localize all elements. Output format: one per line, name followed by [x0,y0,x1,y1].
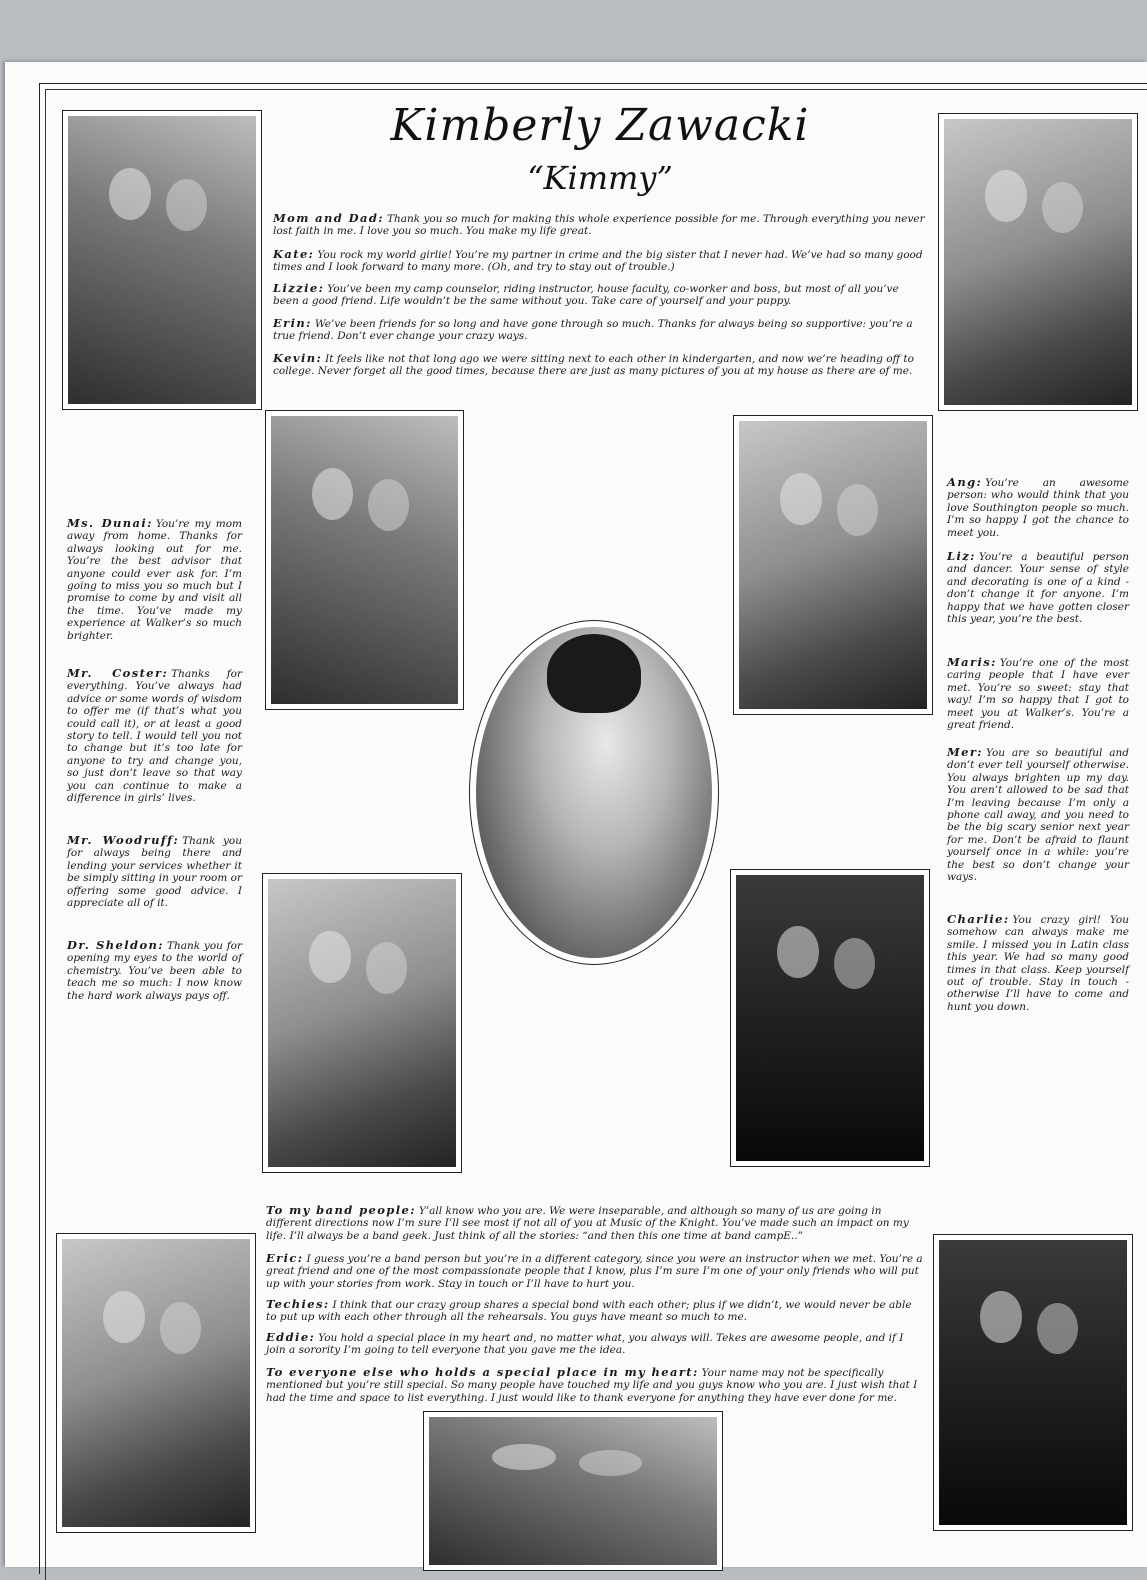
message-charlie: Charlie: You crazy girl! You somehow can always make me smile. I missed you in Latin class this year. We had so many good times in that class. Keep yourself out of trouble. Stay in touch - otherwise I’ll have to come and hunt you down. [947,912,1129,1013]
message-kate: Kate: You rock my world girlie! You’re my partner in crime and the big sister that I never had. We’ve had so many good times and I look forward to many more. (Oh, and try to stay out of trouble.) [273,247,923,274]
message-liz: Liz: You’re a beautiful person and dancer. Your sense of style and decorating is one of a kind - don’t change it for anyone. I’m happy that we have gotten closer this year, you’re the best. [947,549,1129,626]
message-everyone-else: To everyone else who holds a special place in my heart: Your name may not be specifically mentioned but you’re still special. So many people have touched my life and you guys know who you are. I just wish that I had the time and space to list everything. I just would like to thank everyone for anything they have ever done for me. [266,1365,918,1404]
photo-group-bottom [423,1411,723,1571]
message-ang: Ang: You’re an awesome person: who would think that you love Southington people so much. I’m so happy I got the chance to meet you. [947,475,1129,539]
message-lizzie: Lizzie: You’ve been my camp counselor, riding instructor, house faculty, co-worker and boss, but most of all you’ve been a good friend. Life wouldn’t be the same without you. Take care of yourself and your puppy. [273,281,899,308]
portrait-oval [469,620,719,965]
photo-friend-programmer-shirt [262,873,462,1173]
message-eric: Eric: I guess you’re a band person but you’re in a different category, since you were an instructor when we met. You’re a great friend and one of the most compassionate people that I know, plus I’m sure I’m one of your only friends who will put up with your stories from work. Stay in touch or I’ll have to hurt you. [266,1251,923,1290]
photo-two-friends-top-right [938,113,1138,411]
message-erin: Erin: We’ve been friends for so long and have gone through so much. Thanks for always being so supportive: you’re a true friend. Don’t ever change your crazy ways. [273,316,913,343]
message-mr-woodruff: Mr. Woodruff: Thank you for always being there and lending your services whether it be simply sitting in your room or offering some good advice. I appreciate all of it. [67,833,242,910]
message-maris: Maris: You’re one of the most caring people that I have ever met. You’re so sweet: stay that way! I’m so happy that I got to meet you at Walker’s. You’re a great friend. [947,655,1129,732]
photo-dance-group [730,869,930,1167]
nickname: “Kimmy” [527,159,673,197]
photo-graduation-group [62,110,262,410]
message-kevin: Kevin: It feels like not that long ago we were sitting next to each other in kindergarten, and now we’re heading off to college. Never forget all the good times, because there are just as many pictures of you at my house as there are of me. [273,351,914,378]
photo-horse-riding [265,410,464,710]
message-mr-coster: Mr. Coster: Thanks for everything. You’ve always had advice or some words of wisdom to offer me (if that’s what you could call it), or at least a good story to tell. I would tell you not to change but it’s too late for anyone to try and change you, so just don’t leave so that way you can continue to make a difference in girls’ lives. [67,666,243,805]
photo-couple-formal [933,1234,1133,1531]
page-title: Kimberly Zawacki [390,100,810,151]
message-ms-dunai: Ms. Dunai: You’re my mom away from home. Thanks for always looking out for me. You’re the best advisor that anyone could ever ask for. I’m going to miss you so much but I promise to come by and visit all the time. You’ve made my experience at Walker’s so much brighter. [67,516,242,642]
photo-two-girls-beach [56,1233,256,1533]
photo-two-girls [733,415,933,715]
message-dr-sheldon: Dr. Sheldon: Thank you for opening my eyes to the world of chemistry. You’ve been able to teach me so much: I now know the hard work always pays off. [67,938,243,1002]
message-mom-and-dad: Mom and Dad: Thank you so much for making this whole experience possible for me. Through everything you never lost faith in me. I love you so much. You make my life great. [273,211,925,238]
message-mer: Mer: You are so beautiful and don’t ever tell yourself otherwise. You always brighten up my day. You aren’t allowed to be sad that I’m leaving because I’m only a phone call away, and you need to be the big scary senior next year for me. Don’t be afraid to flaunt yourself once in a while: you’re the best so don’t change your ways. [947,745,1129,884]
message-techies: Techies: I think that our crazy group shares a special bond with each other; plus if we didn’t, we would never be able to put up with each other through all the rehearsals. You guys have meant so much to me. [266,1297,912,1324]
message-band-people: To my band people: Y’all know who you are. We were inseparable, and although so many of us are going in different directions now I’m sure I’ll see most if not all of you at Music of the Knight. You’ve made such an impact on my life. I’ll always be a band geek. Just think of all the stories: “and then this one time at band campE..” [266,1203,909,1242]
message-eddie: Eddie: You hold a special place in my heart and, no matter what, you always will. Tekes are awesome people, and if I join a sorority I’m going to tell everyone that you gave me the idea. [266,1330,904,1357]
